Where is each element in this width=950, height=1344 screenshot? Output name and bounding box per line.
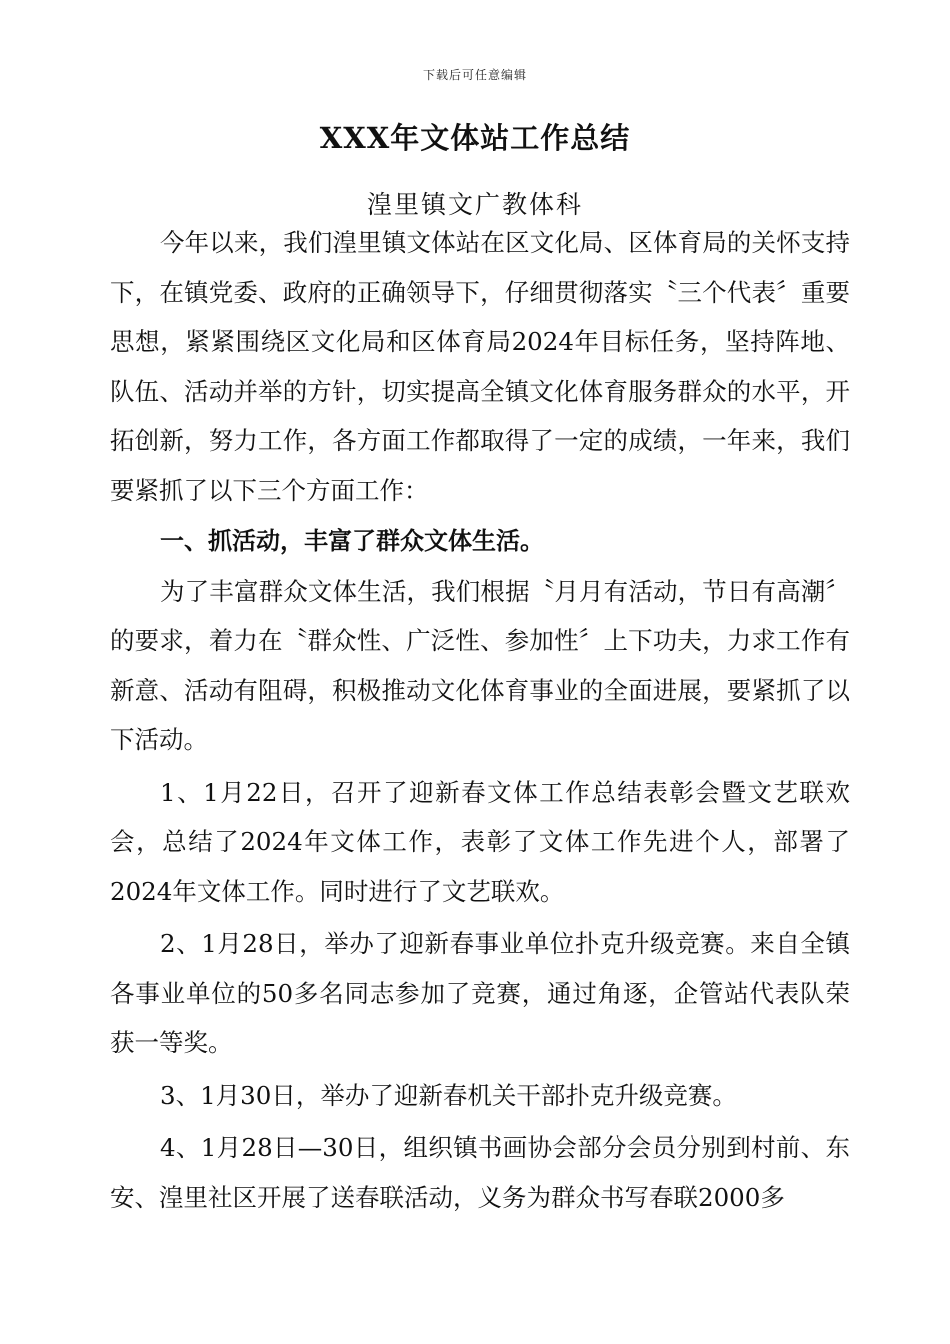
section-1-paragraph: 为了丰富群众文体生活，我们根据〝月月有活动，节日有高潮〞的要求，着力在〝群众性、广泛性、参加性〞上下功夫，力求工作有新意、活动有阻碍，积极推动文化体育事业的全面进展，要紧抓了以下活动。 [110,576,850,754]
document-subtitle: 湟里镇文广教体科 [366,190,583,219]
document-title: XXX年文体站工作总结 [319,121,631,155]
intro-paragraph: 今年以来，我们湟里镇文体站在区文化局、区体育局的关怀支持下，在镇党委、政府的正确领导下，仔细贯彻落实〝三个代表〞重要思想，紧紧围绕区文化局和区体育局2024年目标任务，坚持阵地、队伍、活动并举的方针，切实提高全镇文化体育服务群众的水平，开拓创新，努力工作，各方面工作都取得了一定的成绩，一年来，我们要紧抓了以下三个方面工作： [110,228,850,505]
list-item-2: 2、1月28日，举办了迎新春事业单位扑克升级竞赛。来自全镇各事业单位的50多名同志参加了竞赛，通过角逐，企管站代表队荣获一等奖。 [110,929,850,1057]
list-item-4: 4、1月28日—30日，组织镇书画协会部分会员分别到村前、东安、湟里社区开展了送春联活动，义务为群众书写春联2000多 [110,1133,850,1212]
list-item-1: 1、1月22日，召开了迎新春文体工作总结表彰会暨文艺联欢会，总结了2024年文体工作，表彰了文体工作先进个人，部署了2024年文体工作。同时进行了文艺联欢。 [110,777,850,906]
section-heading-1: 一、抓活动，丰富了群众文体生活。 [160,527,544,555]
document-body [110,218,850,1222]
list-item-3: 3、1月30日，举办了迎新春机关干部扑克升级竞赛。 [160,1080,737,1110]
header-note: 下载后可任意编辑 [422,68,527,82]
